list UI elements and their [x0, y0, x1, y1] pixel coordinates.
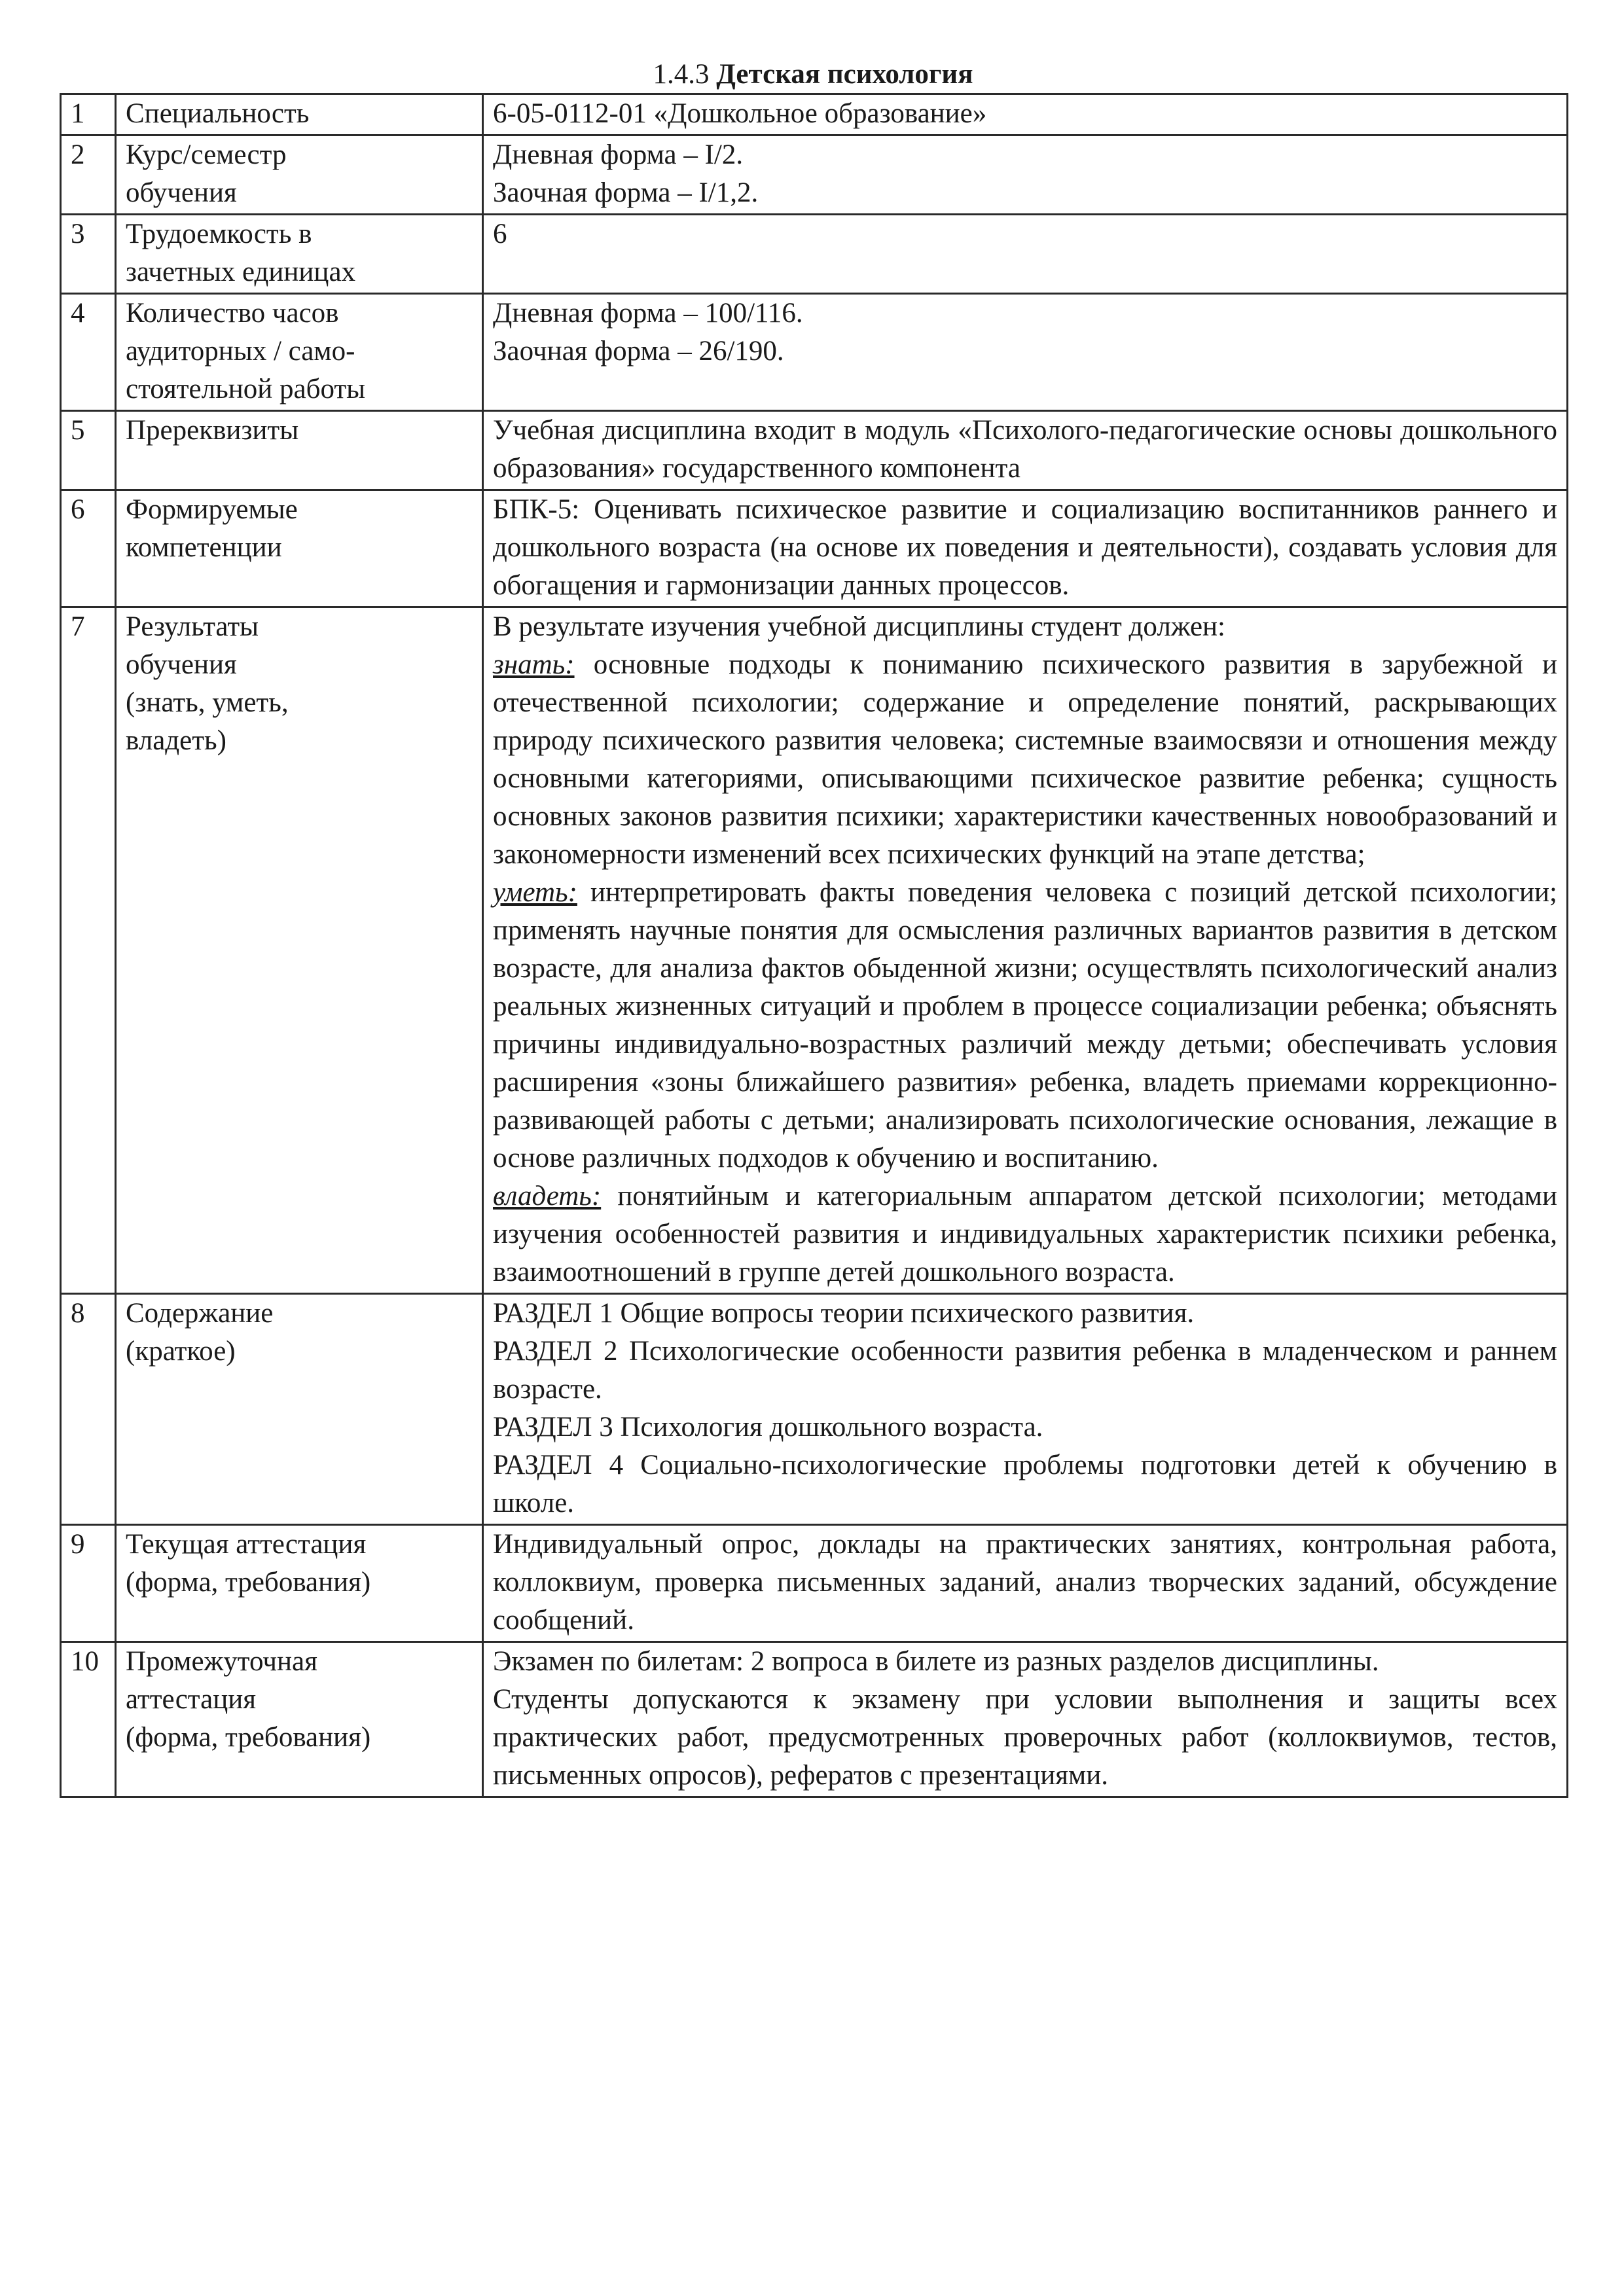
row-value	[483, 1294, 1568, 1525]
value-paragraph: Студенты допускаются к экзамену при условии выполнения и защиты всех практических работ, предусмотренных проверочных работ (коллоквиумов, тестов, письменных опросов), рефератов с презентациями.	[493, 1684, 1557, 1791]
discipline-table	[60, 93, 1568, 1798]
value-line: Заочная форма – I/1,2.	[493, 177, 759, 208]
table-row	[61, 1642, 1568, 1797]
row-label	[116, 215, 483, 294]
row-number: 6	[61, 490, 116, 607]
row-number: 4	[61, 294, 116, 411]
value-line: Дневная форма – I/2.	[493, 139, 744, 170]
table-row	[61, 135, 1568, 215]
label-line: зачетных единицах	[126, 257, 356, 287]
row-value	[483, 490, 1568, 607]
section-title	[60, 58, 1566, 93]
label-line: Специальность	[126, 98, 310, 129]
row-number: 8	[61, 1294, 116, 1525]
value-paragraph: Индивидуальный опрос, доклады на практических занятиях, контрольная работа, коллоквиум, проверка письменных заданий, анализ творческих заданий, обсуждение сообщений.	[493, 1529, 1557, 1636]
section-number: 1.4.3	[653, 59, 710, 90]
row-label	[116, 294, 483, 411]
table-row	[61, 1525, 1568, 1642]
row-value	[483, 1525, 1568, 1642]
document-page	[60, 58, 1566, 1798]
label-line: обучения	[126, 649, 237, 680]
label-line: Результаты	[126, 611, 259, 642]
table-row	[61, 607, 1568, 1294]
row-number: 1	[61, 94, 116, 135]
label-line: Промежуточная	[126, 1646, 317, 1677]
value-paragraph: БПК-5: Оценивать психическое развитие и социализацию воспитанников раннего и дошкольного возраста (на основе их поведения и деятельности), создавать условия для обогащения и гармонизации данных процессов.	[493, 494, 1557, 601]
row-value	[483, 294, 1568, 411]
value-line: 6-05-0112-01 «Дошкольное образование»	[493, 98, 987, 129]
table-row	[61, 490, 1568, 607]
row-label	[116, 1642, 483, 1797]
label-line: (знать, уметь,	[126, 687, 289, 718]
row-number: 2	[61, 135, 116, 215]
row-label	[116, 411, 483, 490]
row-label	[116, 135, 483, 215]
label-line: Формируемые	[126, 494, 298, 525]
label-line: (форма, требования)	[126, 1722, 371, 1753]
row-number: 3	[61, 215, 116, 294]
outcomes-can	[493, 874, 1557, 1177]
row-label	[116, 94, 483, 135]
label-line: аттестация	[126, 1684, 257, 1715]
row-number: 7	[61, 607, 116, 1294]
section-item: РАЗДЕЛ 1 Общие вопросы теории психического развития.	[493, 1298, 1195, 1329]
row-number: 9	[61, 1525, 116, 1642]
outcomes-own	[493, 1177, 1557, 1291]
value-line: Дневная форма – 100/116.	[493, 298, 803, 329]
label-line: владеть)	[126, 725, 226, 756]
label-line: аудиторных / само-	[126, 336, 355, 367]
label-line: Трудоемкость в	[126, 219, 312, 249]
section-name: Детская психология	[716, 59, 973, 90]
row-number: 10	[61, 1642, 116, 1797]
label-line: Курс/семестр	[126, 139, 287, 170]
row-value	[483, 135, 1568, 215]
label-line: Текущая аттестация	[126, 1529, 367, 1560]
label-line: компетенции	[126, 532, 282, 563]
own-text: понятийным и категориальным аппаратом детской психологии; методами изучения особенностей развития и индивидуальных характеристик психики ребенка, взаимоотношений в группе детей дошкольного возраста.	[493, 1181, 1557, 1287]
section-item: РАЗДЕЛ 4 Социально-психологические проблемы подготовки детей к обучению в школе.	[493, 1450, 1557, 1518]
label-line: Количество часов	[126, 298, 339, 329]
label-line: (краткое)	[126, 1336, 236, 1367]
know-text: основные подходы к пониманию психического развития в зарубежной и отечественной психологии; содержание и определение понятий, раскрывающих природу психического развития человека; системные взаимосвязи и отношения между основными категориями, описывающими психическое развитие ребенка; сущность основных законов развития психики; характеристики качественных новообразований и закономерности изменений всех психических функций на этапе детства;	[493, 649, 1557, 870]
row-label	[116, 607, 483, 1294]
row-value	[483, 1642, 1568, 1797]
outcomes-know	[493, 646, 1557, 874]
value-line: Заочная форма – 26/190.	[493, 336, 784, 367]
row-value	[483, 94, 1568, 135]
know-keyword: знать:	[493, 649, 575, 680]
table-row	[61, 94, 1568, 135]
row-value	[483, 411, 1568, 490]
row-label	[116, 490, 483, 607]
row-value	[483, 607, 1568, 1294]
value-line: 6	[493, 219, 507, 249]
label-line: обучения	[126, 177, 237, 208]
label-line: Содержание	[126, 1298, 274, 1329]
row-label	[116, 1294, 483, 1525]
section-item: РАЗДЕЛ 2 Психологические особенности развития ребенка в младенческом и раннем возрасте.	[493, 1336, 1557, 1405]
table-row	[61, 215, 1568, 294]
label-line: стоятельной работы	[126, 374, 366, 404]
can-keyword: уметь:	[493, 877, 577, 908]
row-number: 5	[61, 411, 116, 490]
can-text: интерпретировать факты поведения человека с позиций детской психологии; применять научные понятия для осмысления различных вариантов развития в детском возрасте, для анализа фактов обыденной жизни; осуществлять психологический анализ реальных жизненных ситуаций и проблем в процессе социализации ребенка; объяснять причины индивидуально-возрастных различий между детьми; обеспечивать условия расширения «зоны ближайшего развития» ребенка, владеть приемами коррекционно-развивающей работы с детьми; анализировать психологические основания, лежащие в основе различных подходов к обучению и воспитанию.	[493, 877, 1557, 1174]
label-line: (форма, требования)	[126, 1567, 371, 1598]
value-paragraph: Учебная дисциплина входит в модуль «Психолого-педагогические основы дошкольного образования» государственного компонента	[493, 415, 1557, 484]
section-item: РАЗДЕЛ 3 Психология дошкольного возраста.	[493, 1412, 1043, 1443]
row-value	[483, 215, 1568, 294]
row-label	[116, 1525, 483, 1642]
table-row	[61, 294, 1568, 411]
value-paragraph: Экзамен по билетам: 2 вопроса в билете из разных разделов дисциплины.	[493, 1646, 1379, 1677]
own-keyword: владеть:	[493, 1181, 602, 1211]
table-row	[61, 1294, 1568, 1525]
table-row	[61, 411, 1568, 490]
label-line: Пререквизиты	[126, 415, 299, 446]
outcomes-intro: В результате изучения учебной дисциплины студент должен:	[493, 611, 1226, 642]
